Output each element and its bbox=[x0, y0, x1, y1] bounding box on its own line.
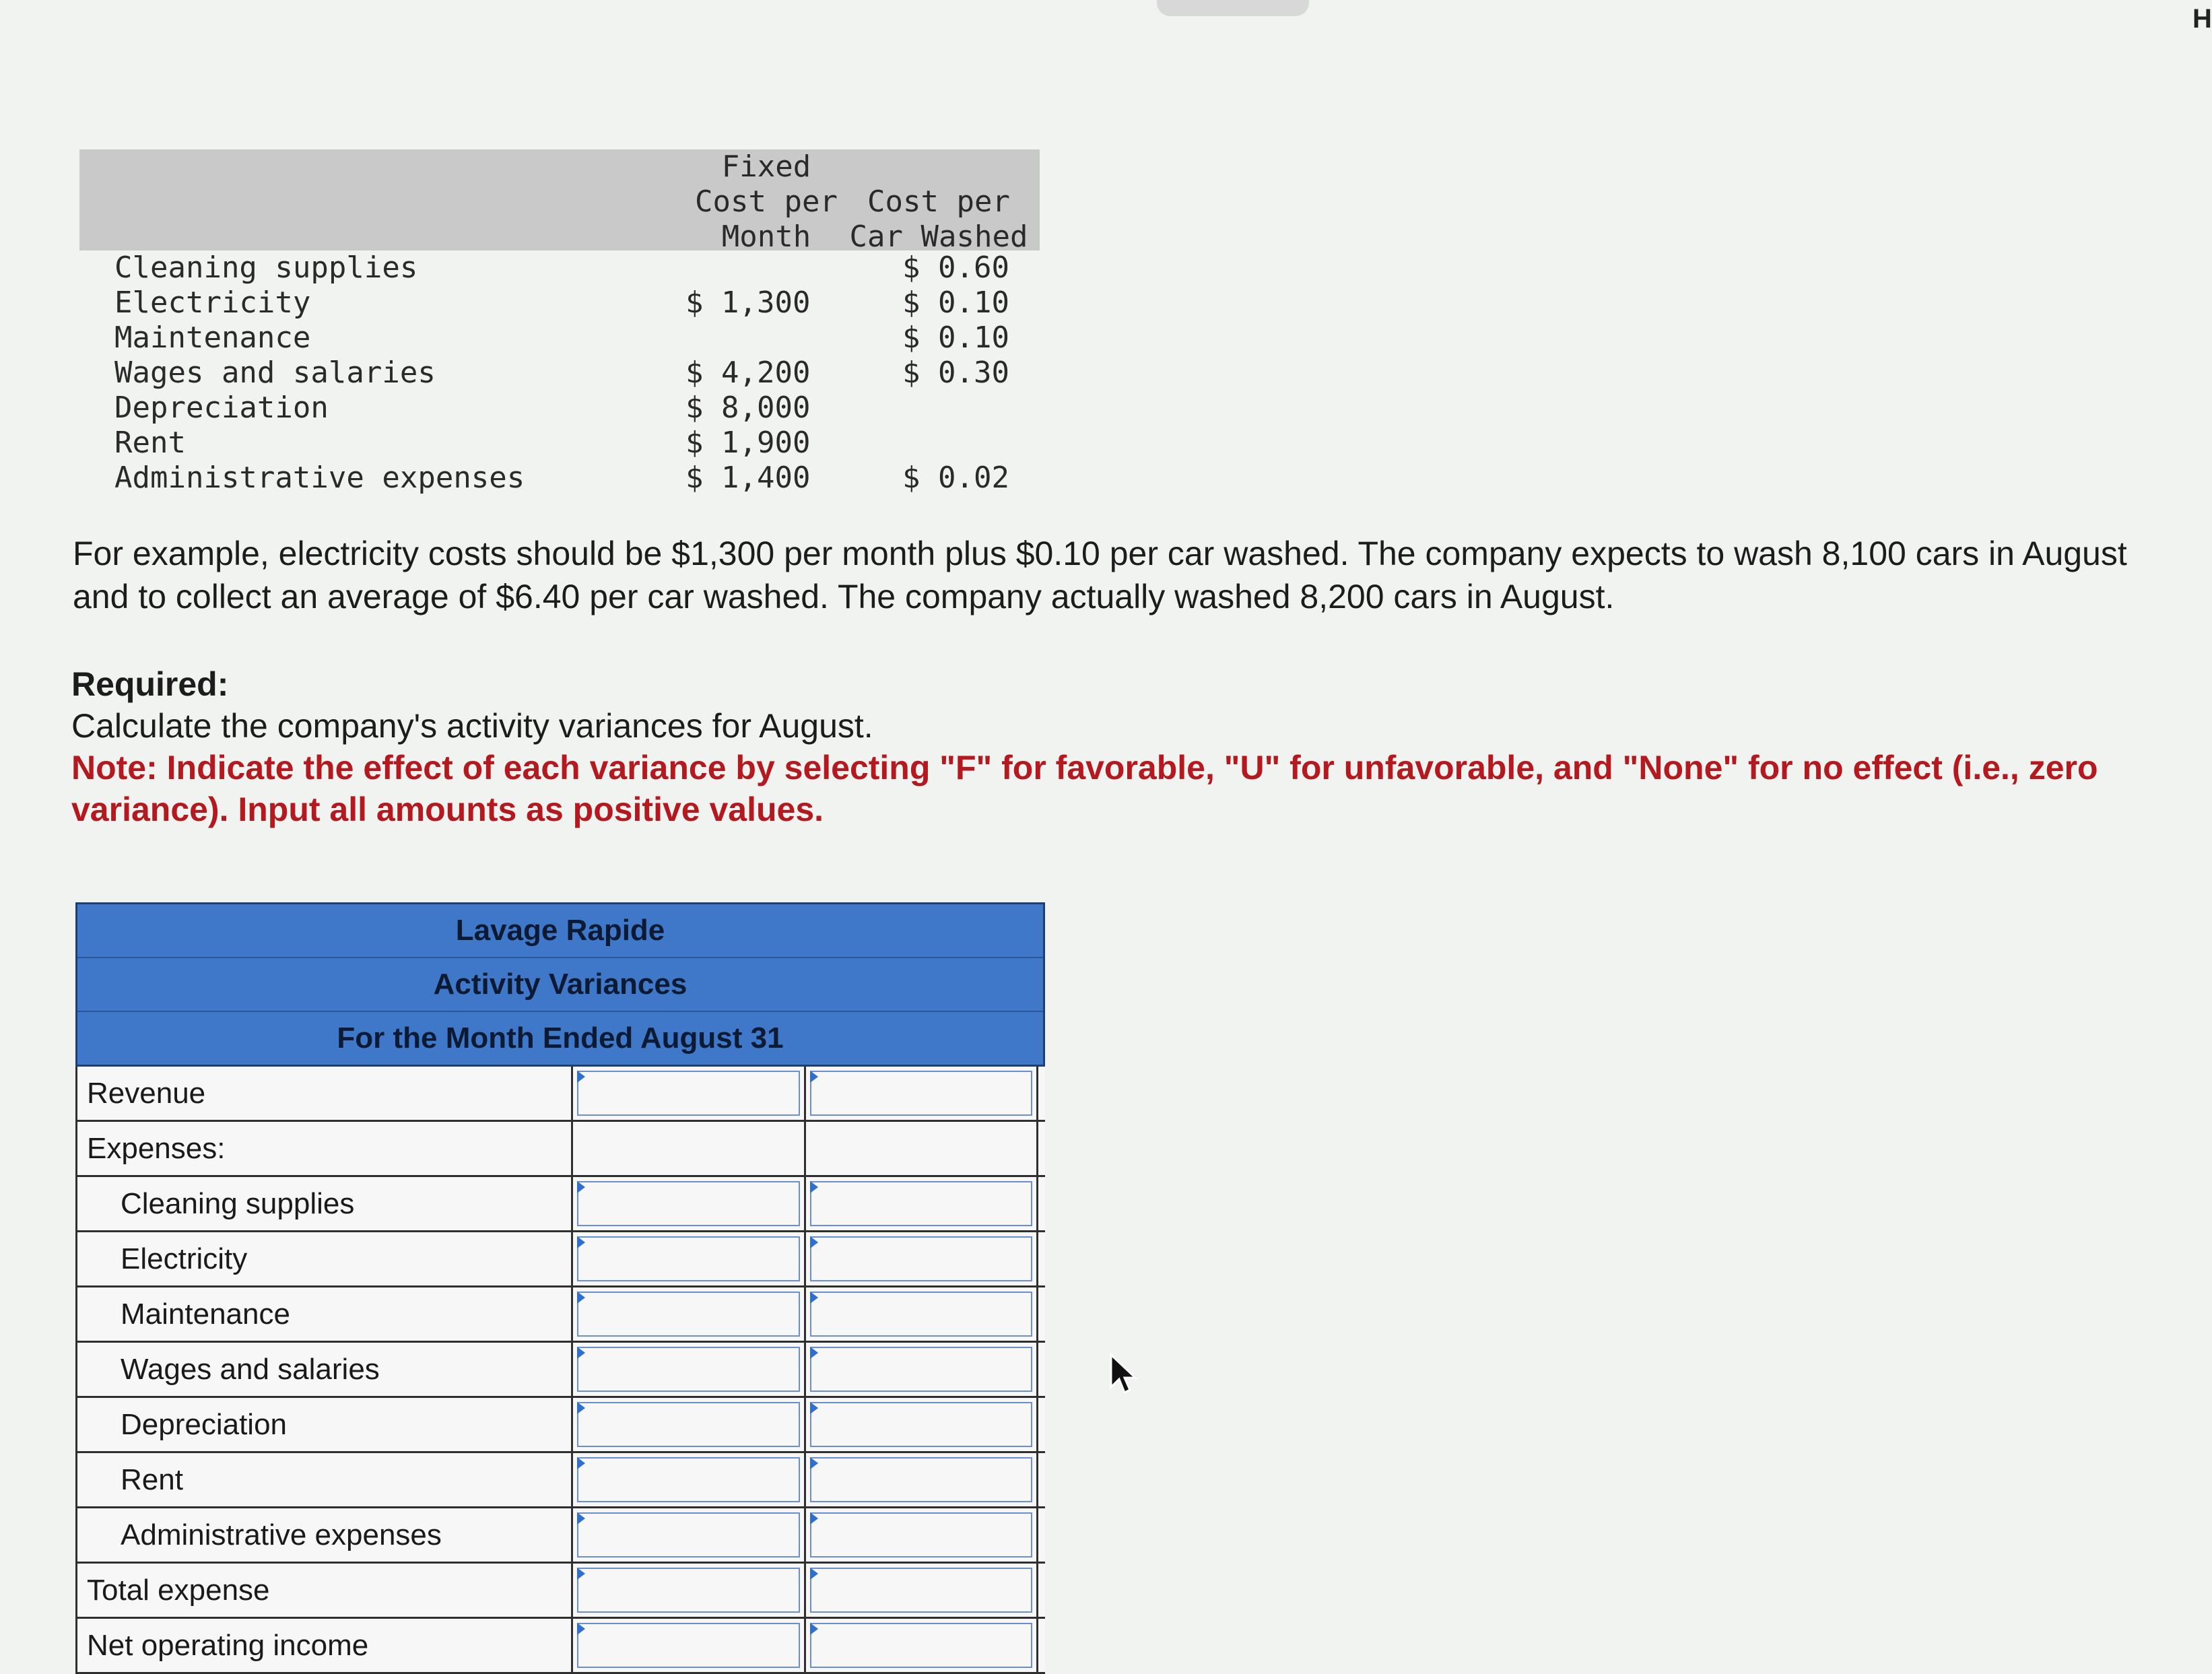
row-label: Rent bbox=[77, 1453, 573, 1506]
amount-input[interactable] bbox=[577, 1623, 800, 1668]
effect-select[interactable] bbox=[810, 1236, 1032, 1281]
variance-row bbox=[75, 1453, 1045, 1508]
form-body bbox=[75, 1067, 1045, 1674]
cost-table-header bbox=[79, 149, 1040, 254]
amount-input[interactable] bbox=[577, 1512, 800, 1558]
variable-cost-value: $ 0.02 bbox=[902, 461, 1009, 495]
variance-row bbox=[75, 1177, 1045, 1232]
variance-row bbox=[75, 1619, 1045, 1674]
variable-cost-value: $ 0.60 bbox=[902, 250, 1009, 285]
amount-cell bbox=[573, 1122, 806, 1175]
effect-select[interactable] bbox=[810, 1292, 1032, 1337]
amount-input[interactable] bbox=[577, 1292, 800, 1337]
effect-cell bbox=[806, 1619, 1038, 1672]
variable-cost-value: $ 0.30 bbox=[902, 356, 1009, 390]
variance-row bbox=[75, 1564, 1045, 1619]
effect-select[interactable] bbox=[810, 1512, 1032, 1558]
effect-select[interactable] bbox=[810, 1623, 1032, 1668]
effect-cell bbox=[806, 1343, 1038, 1396]
variance-row bbox=[75, 1343, 1045, 1398]
form-header bbox=[75, 902, 1045, 1067]
effect-cell bbox=[806, 1564, 1038, 1617]
amount-cell bbox=[573, 1232, 806, 1285]
required-section bbox=[71, 663, 2186, 830]
company-name: Lavage Rapide bbox=[77, 904, 1043, 958]
effect-cell bbox=[806, 1508, 1038, 1562]
required-title: Required: bbox=[71, 665, 229, 703]
cost-row bbox=[79, 286, 1040, 321]
effect-cell bbox=[806, 1232, 1038, 1285]
effect-cell bbox=[806, 1177, 1038, 1230]
cost-item-name: Cleaning supplies bbox=[114, 250, 418, 285]
variance-row bbox=[75, 1067, 1045, 1122]
mouse-pointer-icon bbox=[1110, 1353, 1137, 1397]
amount-input[interactable] bbox=[577, 1071, 800, 1116]
row-label: Net operating income bbox=[77, 1619, 573, 1672]
problem-description: For example, electricity costs should be $1,300 per month plus $0.10 per car washed. The company expects to wash 8,100 cars in August and to collect an average of $6.40 per car washed. The company actually washed 8,200 cars in August. bbox=[73, 535, 2127, 615]
fixed-cost-value: $ 8,000 bbox=[685, 391, 811, 425]
activity-variances-form bbox=[75, 902, 1045, 1674]
fixed-cost-header: Fixed Cost per Month bbox=[695, 149, 838, 254]
effect-select[interactable] bbox=[810, 1568, 1032, 1613]
variance-row bbox=[75, 1398, 1045, 1453]
amount-input[interactable] bbox=[577, 1402, 800, 1447]
row-label: Administrative expenses bbox=[77, 1508, 573, 1562]
row-label: Maintenance bbox=[77, 1287, 573, 1341]
effect-select[interactable] bbox=[810, 1071, 1032, 1116]
cost-item-name: Electricity bbox=[114, 286, 311, 320]
cost-row bbox=[79, 321, 1040, 356]
row-label: Cleaning supplies bbox=[77, 1177, 573, 1230]
row-label: Revenue bbox=[77, 1067, 573, 1120]
cost-row bbox=[79, 461, 1040, 496]
amount-cell bbox=[573, 1343, 806, 1396]
row-label: Expenses: bbox=[77, 1122, 573, 1175]
row-label: Electricity bbox=[77, 1232, 573, 1285]
amount-input[interactable] bbox=[577, 1236, 800, 1281]
variable-cost-value: $ 0.10 bbox=[902, 286, 1009, 320]
effect-cell bbox=[806, 1287, 1038, 1341]
effect-select[interactable] bbox=[810, 1181, 1032, 1226]
edge-glyph: H bbox=[2192, 4, 2212, 34]
effect-cell bbox=[806, 1453, 1038, 1506]
variance-row bbox=[75, 1287, 1045, 1343]
effect-cell bbox=[806, 1398, 1038, 1451]
amount-cell bbox=[573, 1398, 806, 1451]
fixed-cost-value: $ 1,300 bbox=[685, 286, 811, 320]
cost-table-rows bbox=[79, 250, 1040, 496]
report-title: Activity Variances bbox=[77, 958, 1043, 1012]
effect-select[interactable] bbox=[810, 1402, 1032, 1447]
cost-row bbox=[79, 250, 1040, 286]
cost-item-name: Rent bbox=[114, 426, 186, 460]
cost-item-name: Wages and salaries bbox=[114, 356, 436, 390]
required-note: Note: Indicate the effect of each variance by selecting "F" for favorable, "U" for unfavorable, and "None" for no effect (i.e., zero variance). Input all amounts as positive values. bbox=[71, 749, 2098, 828]
amount-cell bbox=[573, 1508, 806, 1562]
variance-row bbox=[75, 1122, 1045, 1177]
amount-cell bbox=[573, 1564, 806, 1617]
amount-cell bbox=[573, 1619, 806, 1672]
cost-row bbox=[79, 426, 1040, 461]
amount-input[interactable] bbox=[577, 1347, 800, 1392]
browser-tab-edge bbox=[1157, 0, 1309, 16]
variable-cost-header: Cost per Car Washed bbox=[849, 185, 1028, 254]
variance-row bbox=[75, 1232, 1045, 1287]
amount-cell bbox=[573, 1067, 806, 1120]
row-label: Depreciation bbox=[77, 1398, 573, 1451]
effect-select[interactable] bbox=[810, 1347, 1032, 1392]
variable-cost-value: $ 0.10 bbox=[902, 321, 1009, 355]
effect-cell bbox=[806, 1122, 1038, 1175]
row-label: Total expense bbox=[77, 1564, 573, 1617]
row-label: Wages and salaries bbox=[77, 1343, 573, 1396]
amount-cell bbox=[573, 1177, 806, 1230]
report-period: For the Month Ended August 31 bbox=[337, 1022, 784, 1054]
cost-item-name: Depreciation bbox=[114, 391, 329, 425]
amount-input[interactable] bbox=[577, 1181, 800, 1226]
fixed-cost-value: $ 4,200 bbox=[685, 356, 811, 390]
cost-item-name: Maintenance bbox=[114, 321, 311, 355]
cost-item-name: Administrative expenses bbox=[114, 461, 525, 495]
cost-row bbox=[79, 391, 1040, 426]
amount-cell bbox=[573, 1287, 806, 1341]
fixed-cost-value: $ 1,400 bbox=[685, 461, 811, 495]
amount-cell bbox=[573, 1453, 806, 1506]
cost-row bbox=[79, 356, 1040, 391]
amount-input[interactable] bbox=[577, 1568, 800, 1613]
effect-cell bbox=[806, 1067, 1038, 1120]
variance-row bbox=[75, 1508, 1045, 1564]
effect-select[interactable] bbox=[810, 1457, 1032, 1502]
fixed-cost-value: $ 1,900 bbox=[685, 426, 811, 460]
amount-input[interactable] bbox=[577, 1457, 800, 1502]
required-text: Calculate the company's activity variances for August. bbox=[71, 707, 873, 745]
